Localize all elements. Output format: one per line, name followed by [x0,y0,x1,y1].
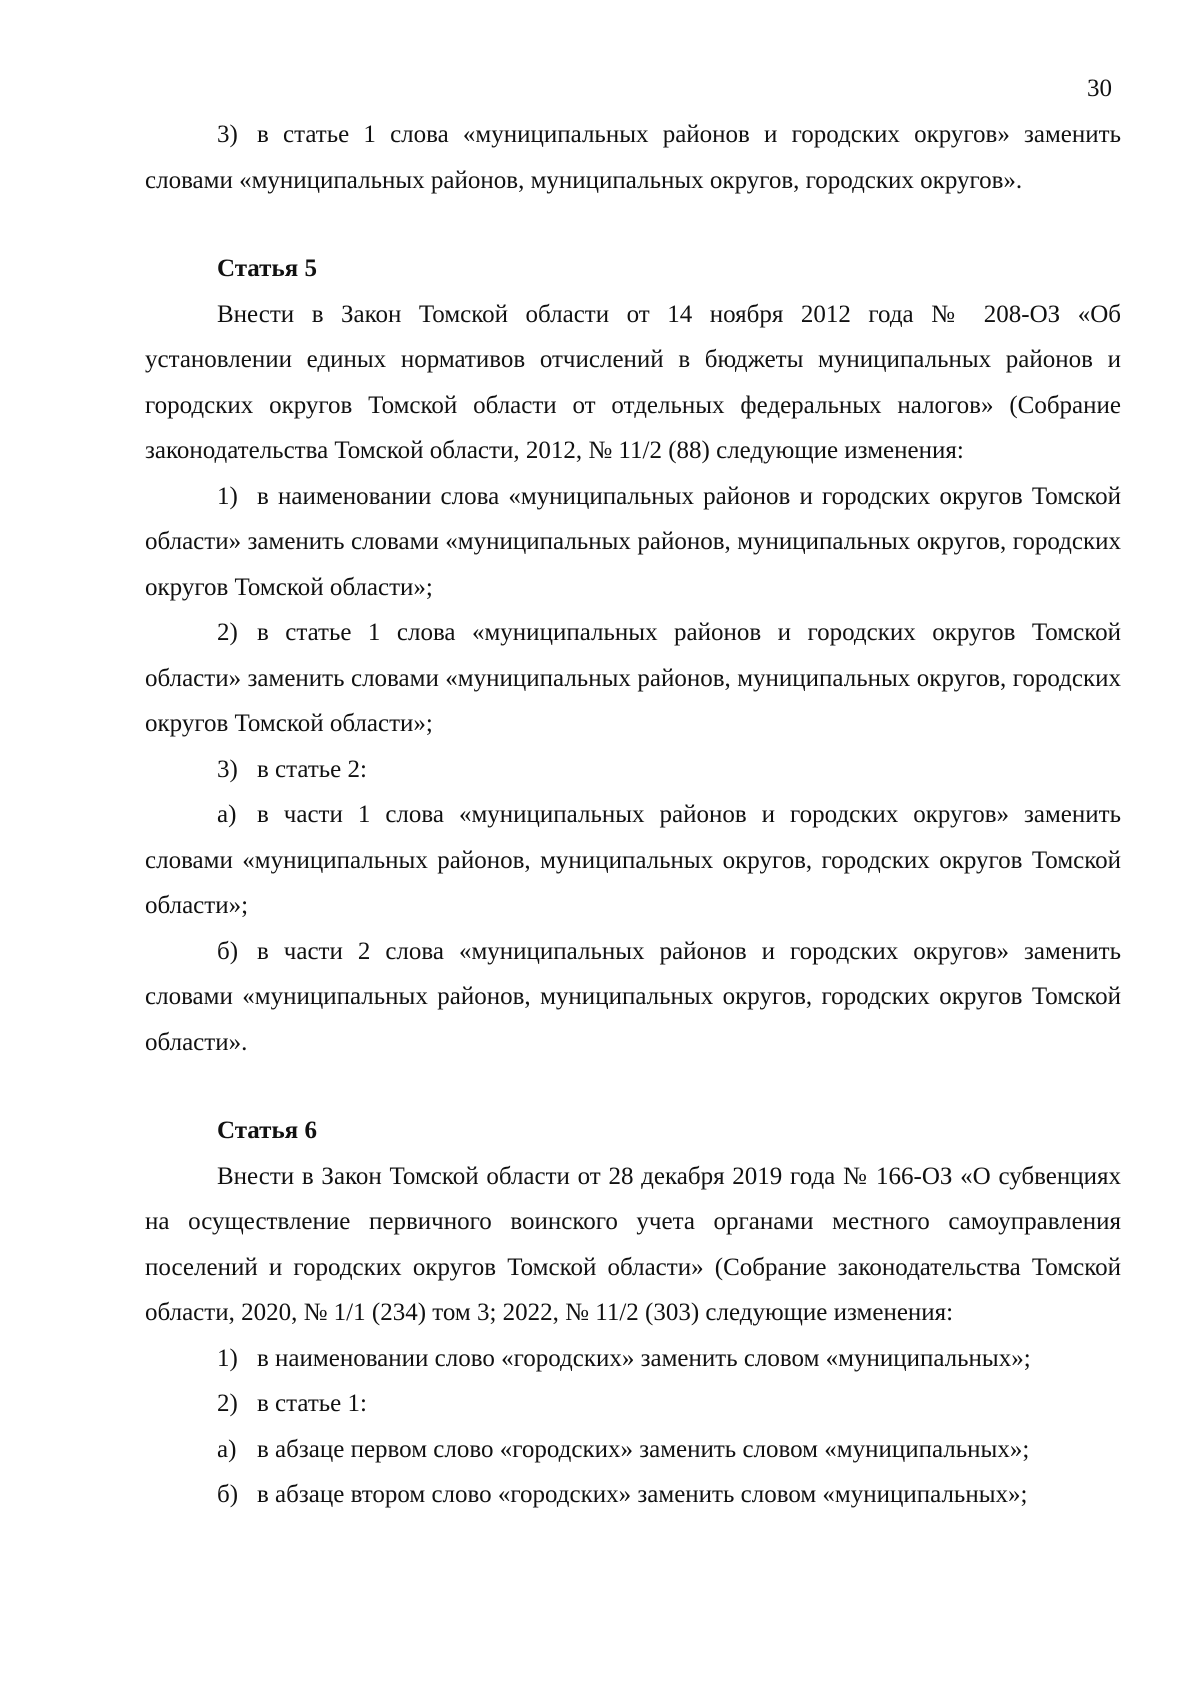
item-text: в абзаце втором слово «городских» заменить словом «муниципальных»; [257,1481,1028,1508]
article-5-item-3b [145,929,1121,1066]
article-5-item-2 [145,610,1121,747]
item-number: б) [217,937,239,965]
item-number: а) [217,801,237,828]
section-gap [145,1065,1121,1108]
section-gap [145,203,1121,246]
item-text: в статье 1: [257,1390,367,1417]
item-number: 3) [217,121,238,148]
item-text: в абзаце первом слово «городских» заменить словом «муниципальных»; [257,1435,1030,1463]
item-number: 3) [217,755,238,783]
item-text: в наименовании слово «городских» заменить словом «муниципальных»; [257,1344,1031,1372]
article-6-item-2a [145,1427,1121,1473]
item-text: в статье 1 слова «муниципальных районов и городских округов Томской области» заменить словами «муниципальных районов, муниципальных округов, городских округов Томской области»; [145,619,1121,737]
article-5-item-3a [145,792,1121,929]
article-5-item-1 [145,474,1121,611]
item-text: в части 2 слова «муниципальных районов и городских округов» заменить словами «муниципальных районов, муниципальных округов, городских округов Томской области». [145,937,1121,1056]
item-number: 2) [217,619,238,646]
item-text: в наименовании слова «муниципальных районов и городских округов Томской области» заменить словами «муниципальных районов, муниципальных округов, городских округов Томской области»; [145,482,1121,601]
item-number: а) [217,1435,237,1463]
item-text: в статье 1 слова «муниципальных районов и городских округов» заменить словами «муниципальных районов, муниципальных округов, городских округов». [145,121,1121,194]
article-5-title: Статья 5 [217,255,317,282]
article-6-intro: Внести в Закон Томской области от 28 декабря 2019 года № 166-ОЗ «О субвенциях на осуществление первичного воинского учета органами местного самоуправления поселений и городских округов Томской области» (Собрание законодательства Томской области, 2020, № 1/1 (234) том 3; 2022, № 11/2 (303) следующие изменения: [145,1162,1121,1326]
article-6-item-2b [145,1472,1121,1518]
item-text: в части 1 слова «муниципальных районов и городских округов» заменить словами «муниципальных районов, муниципальных округов, городских округов Томской области»; [145,801,1121,919]
item-number: 1) [217,1344,238,1372]
article-6-item-1 [145,1336,1121,1382]
paragraph-art4-item-3 [145,112,1121,203]
article-5-intro: Внести в Закон Томской области от 14 ноября 2012 года № 208-ОЗ «Об установлении единых нормативов отчислений в бюджеты муниципальных районов и городских округов Томской области от отдельных федеральных налогов» (Собрание законодательства Томской области, 2012, № 11/2 (88) следующие изменения: [145,300,1121,464]
item-number: 2) [217,1390,238,1417]
article-5-item-3 [145,747,1121,793]
item-text: в статье 2: [257,755,367,783]
item-number: б) [217,1481,239,1508]
page-number: 30 [1087,75,1112,102]
article-6-item-2 [145,1381,1121,1427]
article-6-title: Статья 6 [217,1117,317,1144]
document-body [145,112,1121,1518]
item-number: 1) [217,482,238,510]
